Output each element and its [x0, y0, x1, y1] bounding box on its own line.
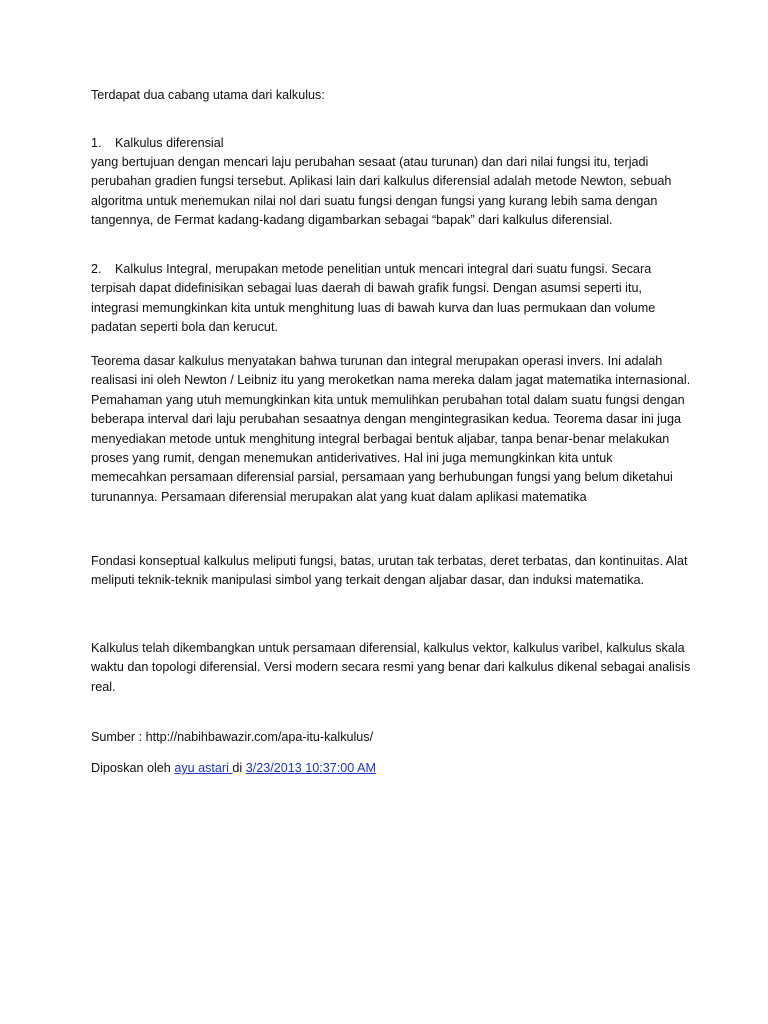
item1-body: yang bertujuan dengan mencari laju perubahan sesaat (atau turunan) dan dari nilai fungsi itu, terjadi perubahan gradien fungsi tersebut. Aplikasi lain dari kalkulus diferensial adalah metode Newton, sebuah algoritma untuk menemukan nilai nol dari suatu fungsi dengan fungsi yang kurang lebih sama dengan tangennya, de Fermat kadang-kadang digambarkan sebagai “bapak” dari kalkulus diferensial.: [91, 155, 675, 228]
author-link[interactable]: ayu astari: [174, 761, 233, 775]
datetime-link[interactable]: 3/23/2013 10:37:00 AM: [245, 761, 376, 775]
posted-by-line: [91, 759, 691, 778]
posted-prefix: Diposkan oleh: [91, 761, 175, 775]
item1-title: Kalkulus diferensial: [115, 136, 224, 150]
kalkulus-paragraph: Kalkulus telah dikembangkan untuk persamaan diferensial, kalkulus vektor, kalkulus varibel, kalkulus skala waktu dan topologi diferensial. Versi modern secara resmi yang benar dari kalkulus dikenal sebagai analisis real.: [91, 641, 694, 694]
item1-number: 1.: [91, 136, 102, 150]
posted-middle: di: [232, 761, 246, 775]
intro-paragraph: Terdapat dua cabang utama dari kalkulus:: [91, 88, 325, 102]
teorema-paragraph: Teorema dasar kalkulus menyatakan bahwa turunan dan integral merupakan operasi invers. Ini adalah realisasi ini oleh Newton / Leibniz itu yang meroketkan nama mereka dalam jagat matematika internasional. Pemahaman yang utuh memungkinkan kita untuk memulihkan perubahan total dalam suatu fungsi dengan beberapa interval dari laju perubahan sesaatnya dengan mengintegrasikan kedua. Teorema dasar ini juga menyediakan metode untuk menghitung integral berbagai bentuk aljabar, tanpa benar-benar melakukan proses yang rumit, dengan menemukan antiderivatives. Hal ini juga memungkinkan kita untuk memecahkan persamaan diferensial parsial, persamaan yang berhubungan fungsi yang belum diketahui turunannya. Persamaan diferensial merupakan alat yang kuat dalam aplikasi matematika: [91, 354, 694, 504]
item2-text: Kalkulus Integral, merupakan metode penelitian untuk mencari integral dari suatu fungsi. Secara terpisah dapat didefinisikan sebagai luas daerah di bawah grafik fungsi. Dengan asumsi seperti itu, integrasi memungkinkan kita untuk menghitung luas di bawah kurva dan luas permukaan dan volume padatan seperti bola dan kerucut.: [91, 262, 659, 335]
item2-paragraph: [91, 260, 691, 338]
fondasi-paragraph: Fondasi konseptual kalkulus meliputi fungsi, batas, urutan tak terbatas, deret terbatas, dan kontinuitas. Alat meliputi teknik-teknik manipulasi simbol yang terkait dengan aljabar dasar, dan induksi matematika.: [91, 554, 691, 588]
item1-heading: [91, 134, 691, 153]
item2-number: 2.: [91, 262, 102, 276]
source-line: Sumber : http://nabihbawazir.com/apa-itu-kalkulus/: [91, 730, 374, 744]
